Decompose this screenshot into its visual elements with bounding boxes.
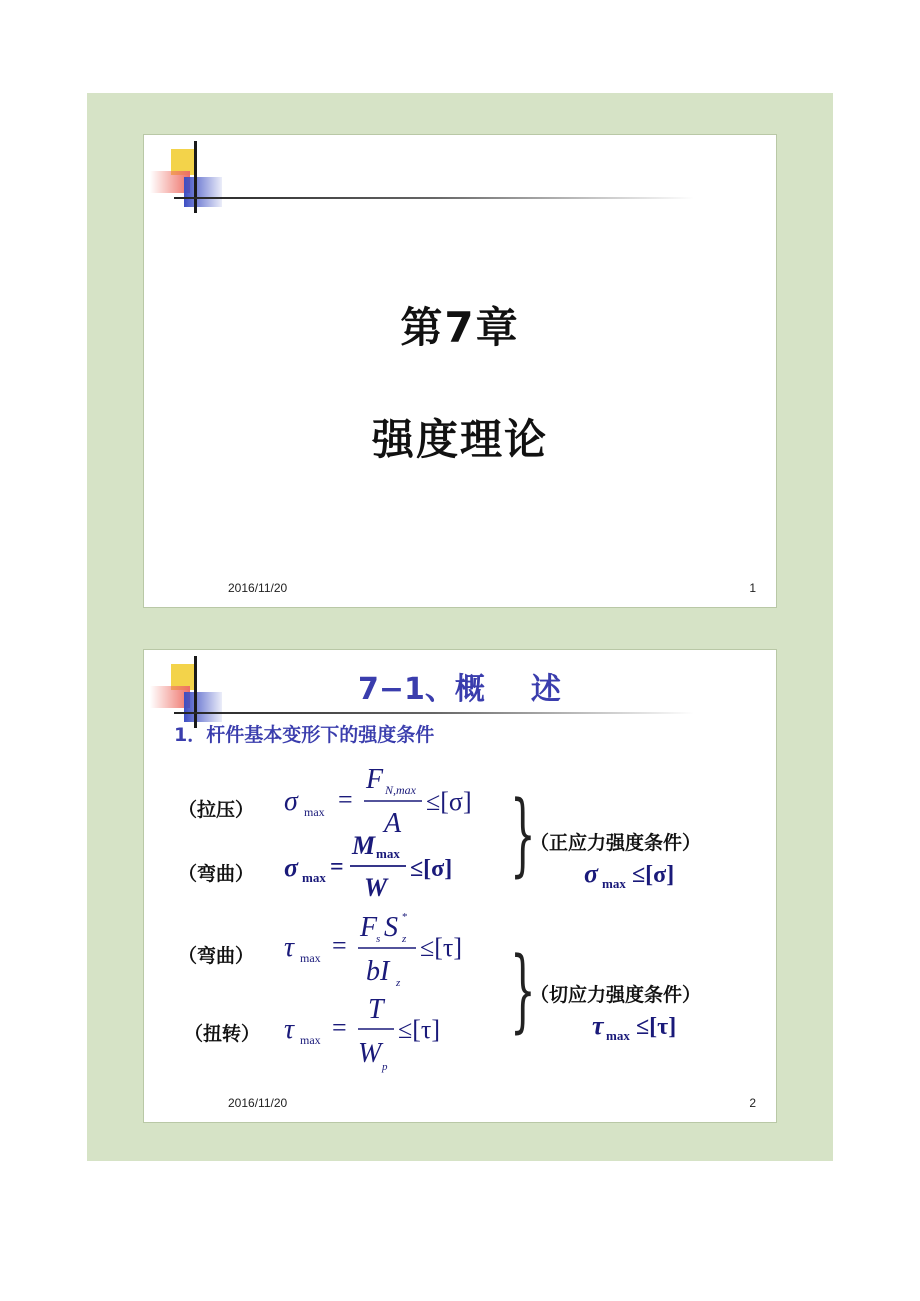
title-rule-line <box>174 712 694 714</box>
formula-rhs: ≤[τ] <box>398 1015 441 1044</box>
formula-lhs: τ <box>592 1011 604 1040</box>
formula-rhs: ≤[σ] <box>410 856 453 882</box>
brace-normal: } <box>510 782 536 887</box>
formula-numerator-2-sub: z <box>402 933 407 945</box>
formula-normal-condition <box>582 854 712 894</box>
note-shear-stress: （切应力强度条件） <box>530 984 702 1006</box>
section-title-part-2: 述 <box>530 672 561 707</box>
formula-bending <box>282 828 502 912</box>
slide-1 <box>143 134 777 608</box>
formula-numerator-2: S <box>384 912 398 943</box>
formula-rhs: ≤[τ] <box>420 933 463 962</box>
slide-logo-decoration <box>144 135 704 215</box>
slide-page-number: 1 <box>749 581 756 595</box>
formula-denominator: W <box>358 1038 382 1069</box>
chapter-subject: 强度理论 <box>371 415 548 464</box>
formula-lhs-sub: max <box>606 1028 630 1043</box>
formula-denominator: W <box>364 873 388 902</box>
formula-lhs-sub: max <box>300 1033 321 1047</box>
formula-lhs: σ <box>284 786 298 817</box>
formula-lhs-sub: max <box>302 870 326 885</box>
formula-denominator-sub: z <box>396 977 401 989</box>
logo-blue-square <box>184 177 222 207</box>
formula-lhs-sub: max <box>602 876 626 891</box>
label-torsion: （扭转） <box>184 1023 261 1045</box>
svg-text:=: = <box>338 785 353 814</box>
section-subtitle: 1．杆件基本变形下的强度条件 <box>174 724 435 746</box>
brace-shear: } <box>510 938 536 1043</box>
note-normal-stress: （正应力强度条件） <box>530 832 702 854</box>
slide-date: 2016/11/20 <box>228 1096 288 1110</box>
slide-page-number: 2 <box>749 1096 756 1110</box>
formula-denominator-sub: p <box>382 1061 388 1073</box>
formula-rhs: ≤[τ] <box>636 1014 677 1040</box>
formula-denominator: bI <box>366 956 390 987</box>
formula-lhs: τ <box>284 932 295 963</box>
label-bending: （弯曲） <box>178 863 255 885</box>
formula-lhs: σ <box>584 859 599 888</box>
formula-lhs-sub: max <box>304 805 325 819</box>
formula-rhs: ≤[σ] <box>632 862 675 888</box>
page-background <box>87 93 833 1161</box>
svg-text:=: = <box>332 1013 347 1042</box>
formula-lhs: σ <box>284 853 299 882</box>
section-title <box>358 664 561 708</box>
slide-2 <box>143 649 777 1123</box>
svg-text:=: = <box>330 854 344 880</box>
formula-numerator: M <box>352 831 376 860</box>
slide-date: 2016/11/20 <box>228 581 288 595</box>
label-tension: （拉压） <box>178 799 255 821</box>
formula-shear-condition <box>590 1006 720 1046</box>
svg-text:=: = <box>332 931 347 960</box>
logo-vertical-line <box>194 141 197 213</box>
logo-blue-square <box>184 692 222 722</box>
formula-numerator-sub: max <box>376 846 400 861</box>
formula-numerator: T <box>368 994 384 1025</box>
formula-lhs-sub: max <box>300 951 321 965</box>
formula-denominator: A <box>384 808 402 839</box>
logo-vertical-line <box>194 656 197 728</box>
formula-numerator: F <box>366 764 384 795</box>
formula-numerator-2-sup: * <box>402 911 408 923</box>
formula-numerator: F <box>360 912 378 943</box>
formula-numerator-sub: s <box>376 933 381 945</box>
formula-rhs: ≤[σ] <box>426 787 472 816</box>
formula-torsion <box>282 986 502 1078</box>
section-title-part-1: 7−1、概 <box>358 672 485 707</box>
title-rule-line <box>174 197 694 199</box>
label-bending-shear: （弯曲） <box>178 945 255 967</box>
formula-numerator-sub: N,max <box>385 783 416 797</box>
formula-lhs: τ <box>284 1014 295 1045</box>
chapter-title: 第7章 <box>400 303 520 352</box>
